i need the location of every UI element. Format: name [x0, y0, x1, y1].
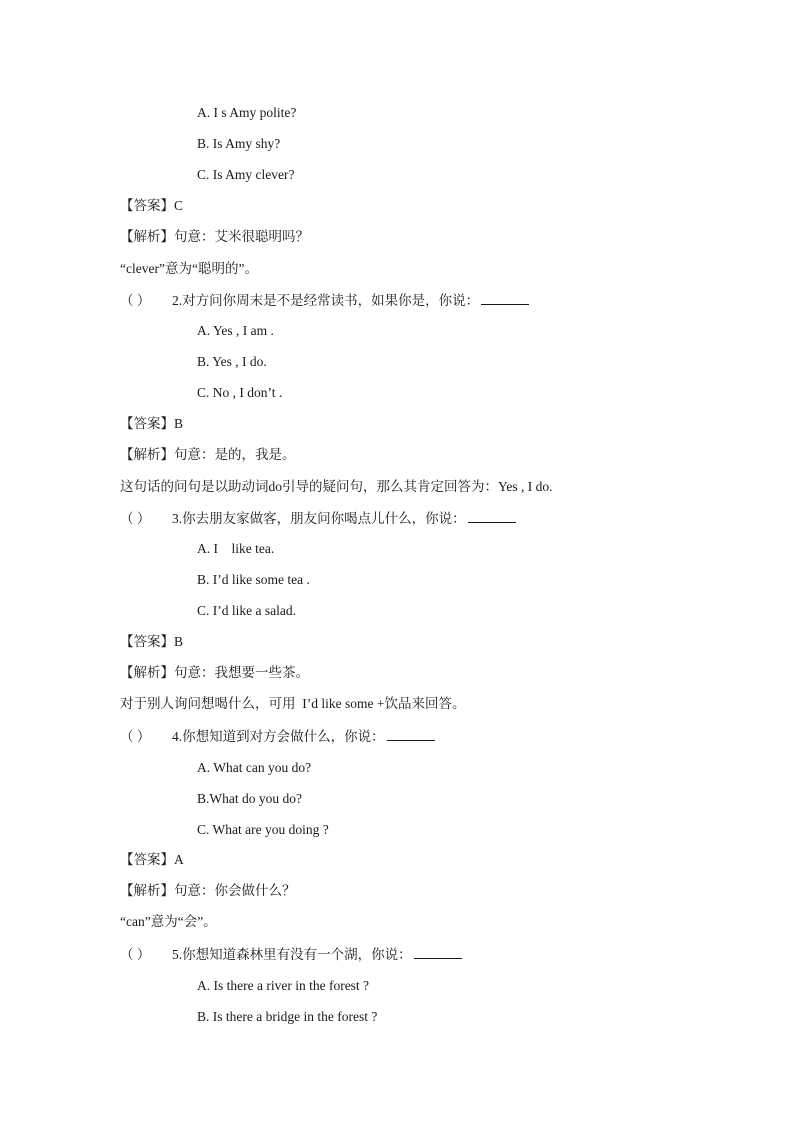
answer-paren: （ ）	[120, 293, 151, 308]
option-a: A. Is there a river in the forest ?	[197, 978, 370, 993]
answer: 【答案】B	[120, 416, 184, 431]
answer-blank	[481, 291, 529, 305]
question-text: 2.对方问你周末是不是经常读书，如果你是，你说：	[172, 293, 480, 308]
answer-blank	[414, 945, 462, 959]
answer-blank	[387, 727, 435, 741]
answer-blank	[468, 509, 516, 523]
question-4	[120, 727, 435, 746]
analysis: 【解析】句意：是的，我是。	[120, 447, 296, 462]
option-b: B. Is there a bridge in the forest ?	[197, 1009, 378, 1024]
option-c: C. Is Amy clever?	[197, 167, 295, 182]
question-text: 4.你想知道到对方会做什么，你说：	[172, 729, 385, 744]
option-a: A. I s Amy polite?	[197, 105, 297, 120]
analysis: 【解析】句意：艾米很聪明吗？	[120, 229, 309, 244]
option-b: B. Is Amy shy?	[197, 136, 281, 151]
answer: 【答案】A	[120, 852, 184, 867]
question-3	[120, 509, 516, 528]
question-2	[120, 291, 529, 310]
option-b: B. Yes , I do.	[197, 354, 267, 369]
analysis: 【解析】句意：我想要一些茶。	[120, 665, 309, 680]
option-a: A. What can you do?	[197, 760, 312, 775]
question-text: 3.你去朋友家做客，朋友问你喝点儿什么，你说：	[172, 511, 466, 526]
analysis: 【解析】句意：你会做什么？	[120, 883, 296, 898]
answer: 【答案】B	[120, 634, 184, 649]
answer-paren: （ ）	[120, 729, 151, 744]
option-c: C. No , I don’t .	[197, 385, 283, 400]
analysis-note: 这句话的问句是以助动词do引导的疑问句，那么其肯定回答为：Yes , I do.	[120, 479, 553, 494]
answer-paren: （ ）	[120, 947, 151, 962]
question-text: 5.你想知道森林里有没有一个湖，你说：	[172, 947, 412, 962]
answer-paren: （ ）	[120, 511, 151, 526]
option-a: A. I like tea.	[197, 541, 275, 556]
option-c: C. I’d like a salad.	[197, 603, 296, 618]
option-b: B. I’d like some tea .	[197, 572, 310, 587]
analysis-note: “can”意为“会”。	[120, 914, 217, 929]
option-a: A. Yes , I am .	[197, 323, 274, 338]
analysis-note: 对于别人询问想喝什么，可用 I’d like some +饮品来回答。	[120, 696, 466, 711]
option-c: C. What are you doing ?	[197, 822, 329, 837]
option-b: B.What do you do?	[197, 791, 302, 806]
question-5	[120, 945, 462, 964]
answer: 【答案】C	[120, 198, 184, 213]
analysis-note: “clever”意为“聪明的”。	[120, 261, 258, 276]
